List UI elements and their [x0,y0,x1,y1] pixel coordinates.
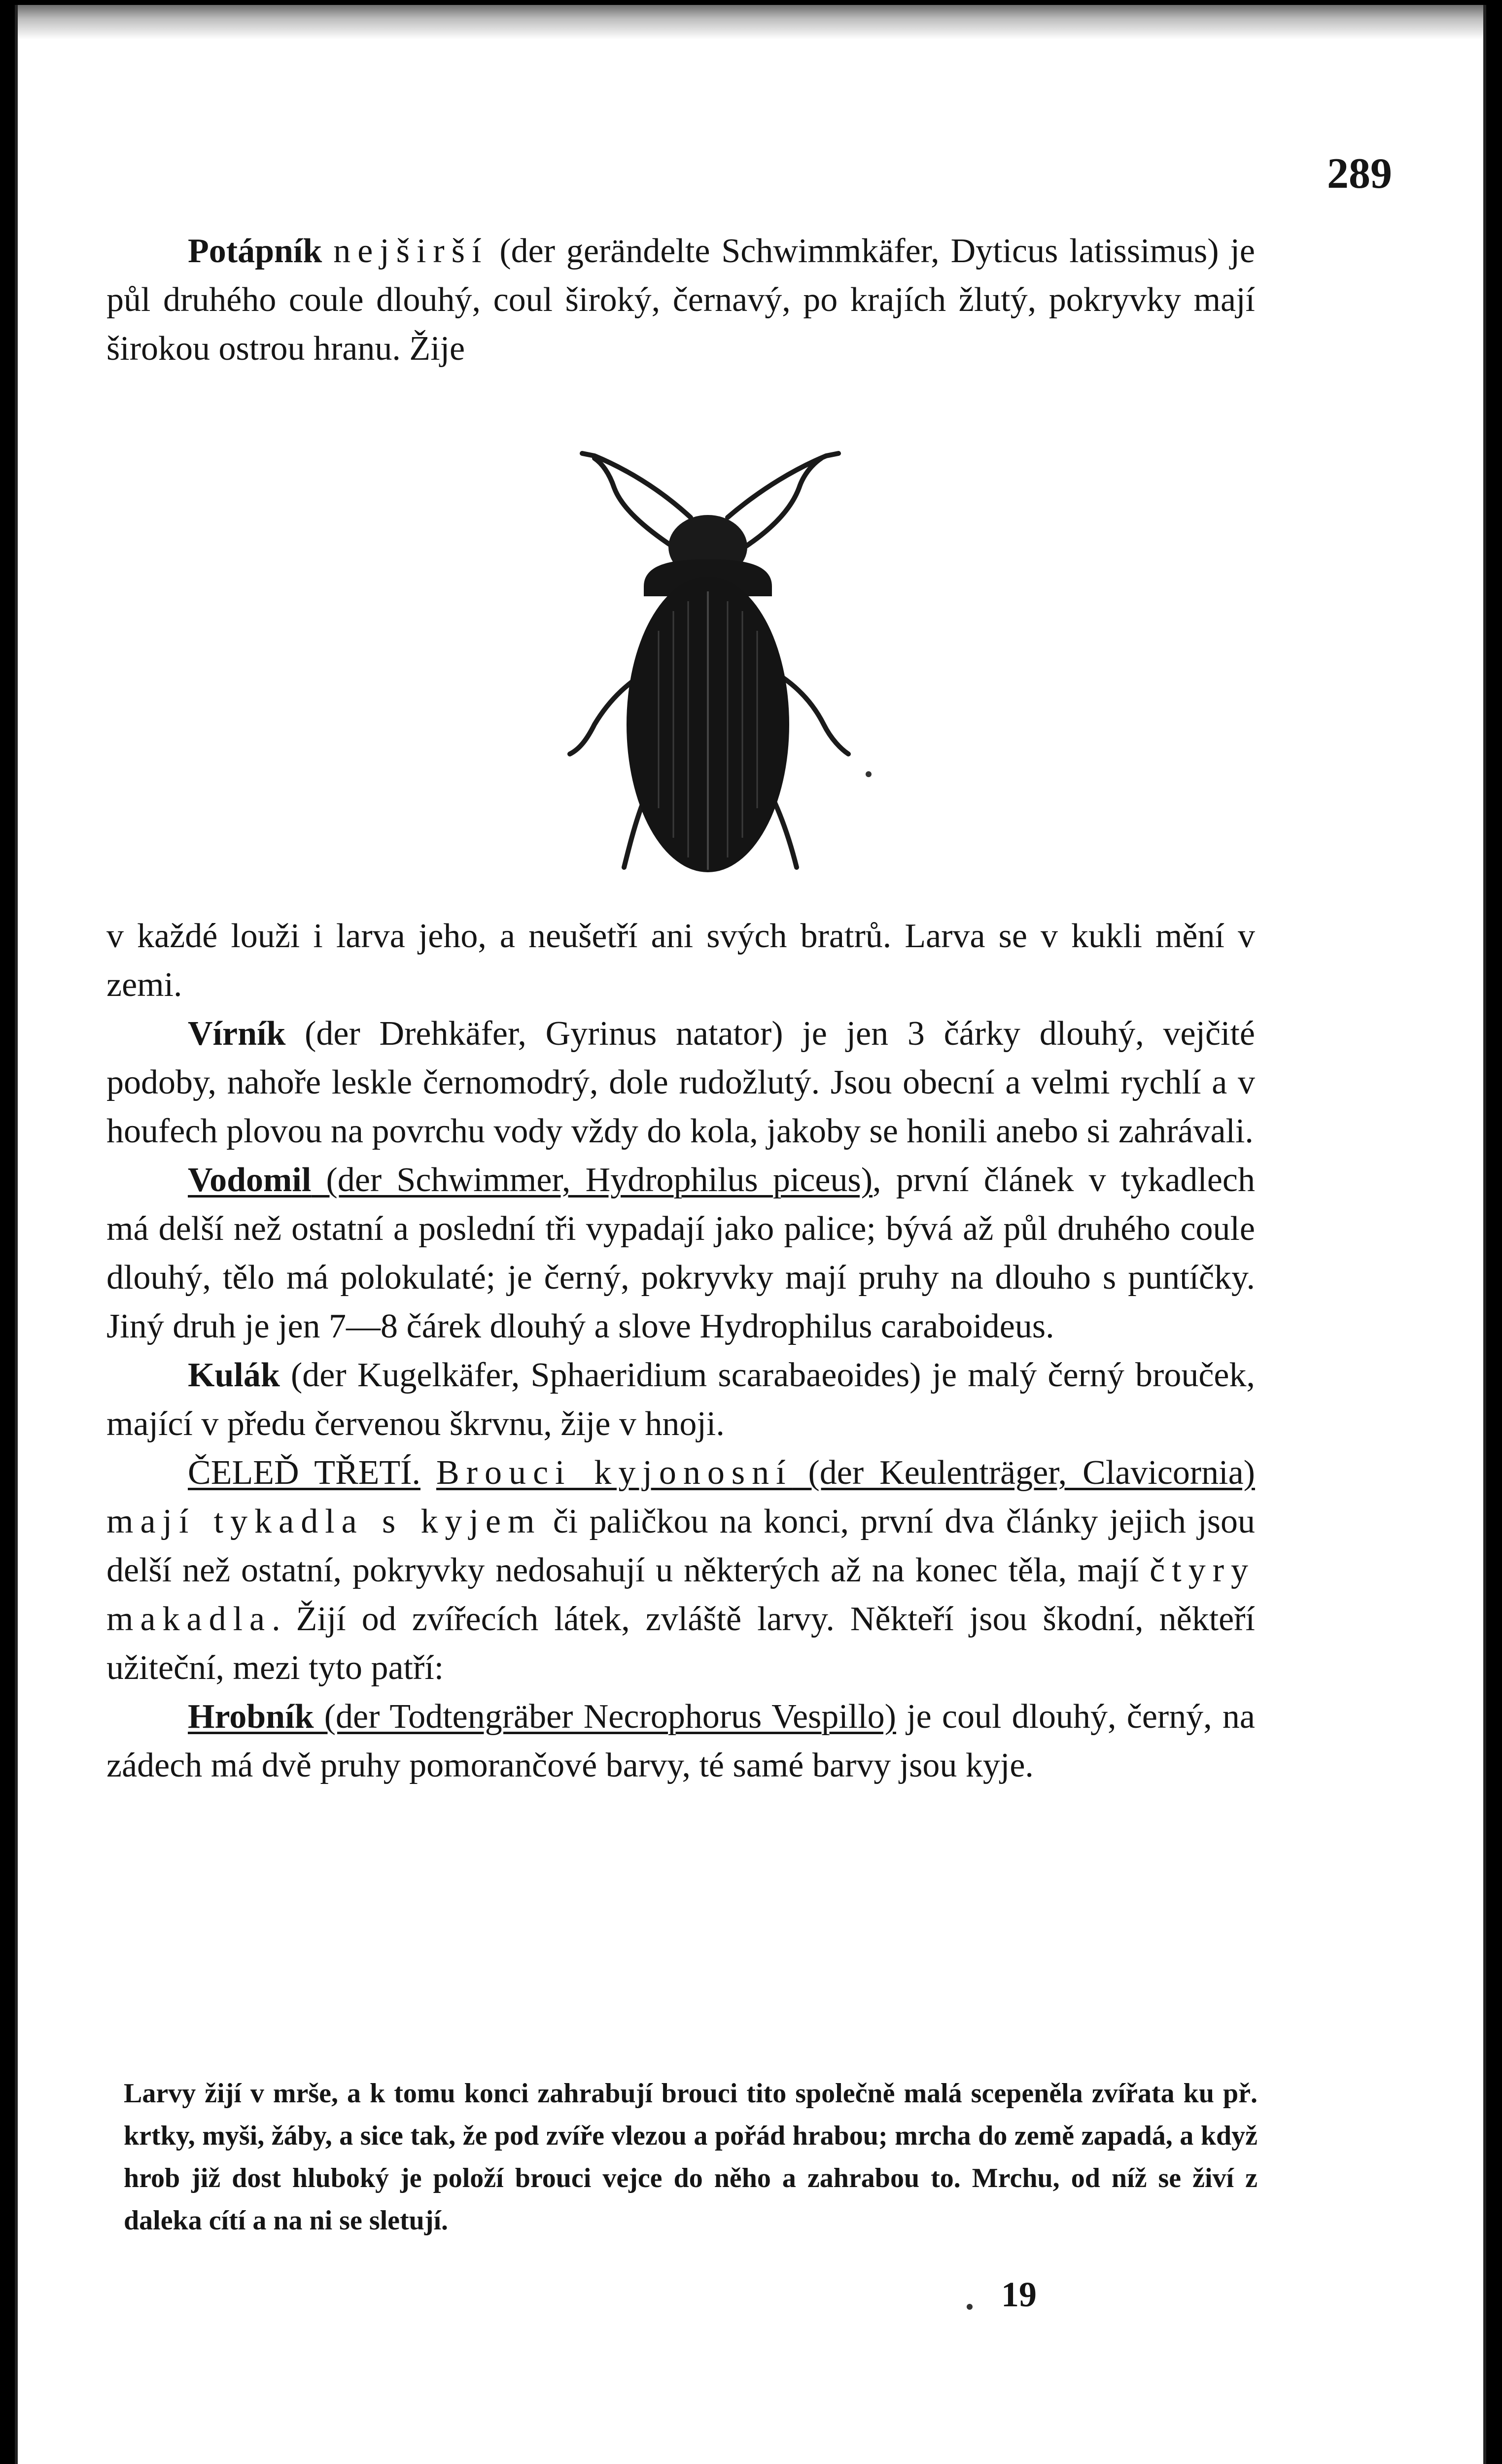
spaced-nejsirsi: nejširší [333,232,489,270]
term-kulak: Kulák [188,1356,280,1394]
page-top-scan-edge [18,5,1483,39]
text-keulentrager: (der Keulenträger, Clavicornia) [792,1454,1255,1492]
paragraph-vodomil [106,1156,1255,1351]
paragraph-larva: v každé louži i larva jeho, a neušetří ani svých bratrů. Larva se v kukli mění v zemi. [106,917,1255,1004]
text-clavicornia: či paličkou na konci, první dva články jejich jsou delší než ostatní, pokryvky nedosahují u některých až na konec těla, mají [106,1503,1255,1589]
page-number: 289 [1327,150,1392,198]
ink-speck [866,771,872,777]
footnote-larvy: Larvy žijí v mrše, a k tomu konci zahrabují brouci tito společně malá scepeněla zvířata ku př. krtky, myši, žáby, a sice tak, že pod zvíře vlezou a pořád hrabou; mrcha do země zapadá, a když hrob již dost hluboký je položí brouci vejce do něho a zahrabou to. Mrchu, od níž se živí z daleka cítí a na ni se sletují. [124,2078,1257,2236]
heading-celed-treti: ČELEĎ TŘETÍ. [188,1454,420,1492]
text-potapnik: (der gerändelte Schwimmkäfer, Dyticus latissimus) je půl druhého coule dlouhý, coul široký, černavý, po krajích žlutý, pokryvky mají širokou ostrou hranu. Žije [106,232,1255,368]
paragraph-kulak [106,1351,1255,1448]
text-kulak: (der Kugelkäfer, Sphaeridium scarabaeoides) je malý černý brouček, mající v předu červenou škrvnu, žije v hnoji. [106,1356,1255,1443]
book-page [15,5,1486,2464]
term-vodomil: Vodomil [188,1161,312,1199]
paragraph-celed-treti [106,1448,1255,1692]
underlined-hrobnik-latin: (der Todtengräber Necrophorus Vespillo) [314,1698,896,1736]
text-block-main [106,912,1255,1790]
text-virnik: (der Drehkäfer, Gyrinus natator) je jen 3 čárky dlouhý, vejčité podoby, nahoře leskle černomodrý, dole rudožlutý. Jsou obecní a velmi rychlí a v houfech plovou na povrchu vody vždy do kola, jakoby se honili anebo si zahrávali. [106,1015,1255,1150]
paragraph-hrobnik [106,1692,1255,1790]
underlined-vodomil-latin: (der Schwimmer, Hydrophilus piceus) [311,1161,873,1199]
spaced-brouci-kyjonosni: Brouci kyjonosní [436,1454,793,1492]
spaced-ctyry-makadla: čtyry makadla [106,1551,1255,1638]
text-hrobnik: je coul dlouhý, černý, na zádech má dvě pruhy pomorančové barvy, té samé barvy jsou kyje. [106,1698,1255,1784]
paragraph-virnik [106,1009,1255,1156]
text-block-upper [106,227,1255,373]
text-vodomil: , první článek v tykadlech má delší než ostatní a poslední tři vypadají jako palice; bývá až půl druhého coule dlouhý, tělo má polokulaté; je černý, pokryvky mají pruhy na dlouho s puntíčky. Jiný druh je jen 7—8 čárek dlouhý a slove Hydrophilus caraboideus. [106,1161,1255,1345]
term-potapnik: Potápník [188,232,322,270]
signature-mark: 19 [1001,2275,1037,2314]
term-hrobnik: Hrobník [188,1698,314,1736]
paragraph-potapnik [106,227,1255,373]
ink-speck [967,2304,973,2310]
text-ziji: . Žijí od zvířecích látek, zvláště larvy. Někteří jsou škodní, někteří užiteční, mezi tyto patří: [106,1600,1255,1687]
spaced-maji-tykadla: mají tykadla s kyjem [106,1503,542,1540]
term-virnik: Vírník [188,1015,286,1053]
water-beetle-illustration [496,434,920,902]
